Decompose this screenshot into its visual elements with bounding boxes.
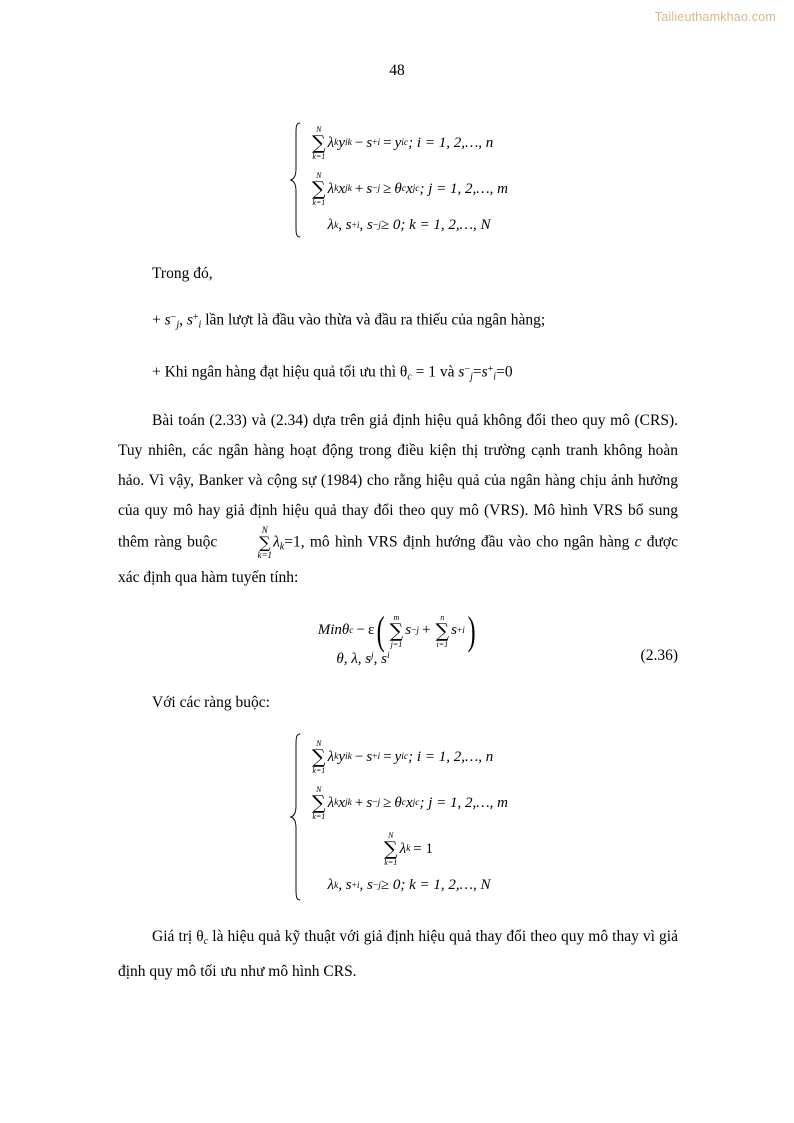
brace-group-1 (288, 120, 508, 239)
brace-group-2 (288, 732, 508, 902)
paragraph-bullet-2: + Khi ngân hàng đạt hiệu quả tối ưu thì θc = 1 và s−j=s+i=0 (152, 363, 513, 382)
left-brace-icon (289, 120, 303, 239)
equation-block-2 (118, 732, 678, 902)
equation-line-2-4: λ k , s + i , s − j ≥ 0; k = 1, 2,…, N (327, 877, 491, 894)
left-paren: ( (376, 607, 385, 653)
summation-symbol: N ∑ k=1 (312, 739, 326, 776)
paragraph-last: Giá trị θc là hiệu quả kỹ thuật với giả định hiệu quả thay đổi theo quy mô thay vì giả định quy mô tối ưu như mô hình CRS. (118, 927, 678, 980)
right-paren: ) (467, 607, 476, 653)
equation-block-1 (118, 120, 678, 239)
inline-summation: N ∑ k=1 (257, 525, 273, 560)
summation-symbol: N ∑ k=1 (312, 785, 326, 822)
summation-symbol: N ∑ k=1 (312, 125, 326, 161)
summation-symbol: N ∑ k=1 (383, 831, 398, 868)
paragraph-main: Bài toán (2.33) và (2.34) dựa trên giả định hiệu quả không đổi theo quy mô (CRS). Tuy nhiên, các ngân hàng hoạt động trong điều kiện thị trường cạnh tranh không hoàn hảo. Vì vậy, Banker và cộng sự (1984) cho rằng hiệu quả của ngân hàng chịu ảnh hưởng của quy mô hay giả định hiệu quả thay đổi theo quy mô (VRS). Mô hình VRS bổ sung thêm ràng buộc N ∑ k=1 λk=1, mô hình VRS định hướng đầu vào cho ngân hàng c được xác định qua hàm tuyến tính: (118, 412, 678, 586)
equation-line-1-1: N ∑ k=1 λ k y ik − s + i = y ic ; i = 1, 2,…, n (312, 125, 494, 161)
equation-number-236: (2.36) (640, 646, 678, 664)
summation-symbol: n ∑ i=1 (435, 612, 450, 649)
summation-symbol: N ∑ k=1 (312, 171, 326, 207)
paragraph-trong-do: Trong đó, (152, 265, 213, 282)
equation-236-block (118, 607, 678, 668)
watermark: Tailieuthamkhao.com (654, 10, 776, 24)
equation-line-2-2: N ∑ k=1 λ k x jk + s − j ≥ θ c x jc ; j = 1, 2,…, m (312, 785, 508, 822)
paragraph-voi-cac-rang-buoc: Với các ràng buộc: (152, 693, 270, 711)
page-number: 48 (389, 62, 405, 79)
paragraph-bullet-1: + s−j, s+i lần lượt là đầu vào thừa và đầu ra thiếu của ngân hàng; (152, 311, 546, 331)
equation-line-2-1: N ∑ k=1 λ k y ik − s + i = y ic ; i = 1, 2,…, n (312, 739, 494, 776)
page-content (118, 110, 678, 987)
equation-line-2-3: N ∑ k=1 λ k = 1 (383, 831, 433, 868)
equation-236-subline: θ, λ, s j , s i (336, 650, 390, 667)
equation-line-1-2: N ∑ k=1 λ k x jk + s − j ≥ θ c x jc ; j = 1, 2,…, m (312, 171, 508, 207)
equation-lines-2 (310, 732, 508, 902)
equation-line-1-3: λ k , s + i , s − j ≥ 0; k = 1, 2,…, N (327, 217, 491, 233)
left-brace-icon (289, 732, 303, 902)
equation-lines-1 (310, 120, 508, 239)
equation-236-main: Min θ c − ε ( m ∑ j=1 s − j + n ∑ i=1 s + i ) (317, 607, 476, 653)
summation-symbol: m ∑ j=1 (389, 612, 404, 649)
